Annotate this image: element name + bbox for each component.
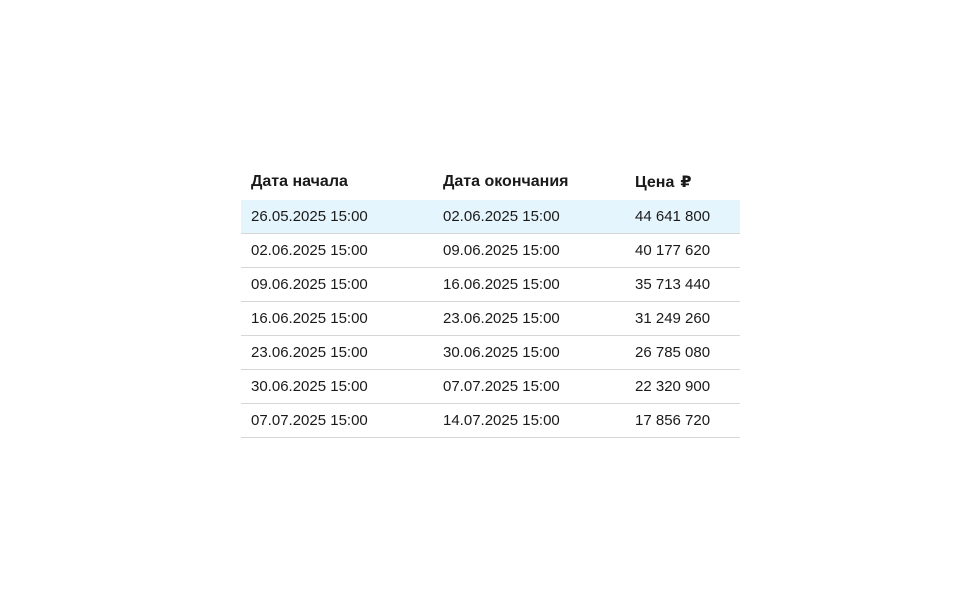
ruble-currency-icon: ₽	[680, 174, 692, 191]
column-header-end-date: Дата окончания	[443, 173, 569, 190]
start-date-cell: 02.06.2025 15:00	[251, 242, 368, 259]
start-date-cell: 09.06.2025 15:00	[251, 276, 368, 293]
end-date-cell: 30.06.2025 15:00	[443, 344, 560, 361]
start-date-cell: 16.06.2025 15:00	[251, 310, 368, 327]
price-cell: 40 177 620	[635, 242, 711, 259]
end-date-cell: 09.06.2025 15:00	[443, 242, 560, 259]
price-cell: 31 249 260	[635, 310, 711, 327]
table-header	[241, 164, 740, 200]
table-row[interactable]	[241, 268, 740, 302]
end-date-cell: 14.07.2025 15:00	[443, 412, 560, 429]
price-header-label: Цена	[635, 174, 675, 191]
price-cell: 44 641 800	[635, 208, 711, 225]
start-date-cell: 30.06.2025 15:00	[251, 378, 368, 395]
price-schedule-table	[241, 164, 740, 438]
price-cell: 26 785 080	[635, 344, 711, 361]
table-row[interactable]	[241, 234, 740, 268]
price-cell: 35 713 440	[635, 276, 711, 293]
table-row[interactable]	[241, 404, 740, 438]
table-row[interactable]	[241, 370, 740, 404]
end-date-cell: 02.06.2025 15:00	[443, 208, 560, 225]
start-date-cell: 26.05.2025 15:00	[251, 208, 368, 225]
start-date-cell: 23.06.2025 15:00	[251, 344, 368, 361]
start-date-cell: 07.07.2025 15:00	[251, 412, 368, 429]
end-date-cell: 16.06.2025 15:00	[443, 276, 560, 293]
table-row[interactable]	[241, 302, 740, 336]
price-cell: 22 320 900	[635, 378, 711, 395]
table-body	[241, 200, 740, 438]
table-row[interactable]	[241, 200, 740, 234]
price-cell: 17 856 720	[635, 412, 711, 429]
end-date-cell: 07.07.2025 15:00	[443, 378, 560, 395]
column-header-price	[635, 172, 740, 192]
end-date-cell: 23.06.2025 15:00	[443, 310, 560, 327]
table-row[interactable]	[241, 336, 740, 370]
column-header-start-date: Дата начала	[251, 173, 348, 190]
